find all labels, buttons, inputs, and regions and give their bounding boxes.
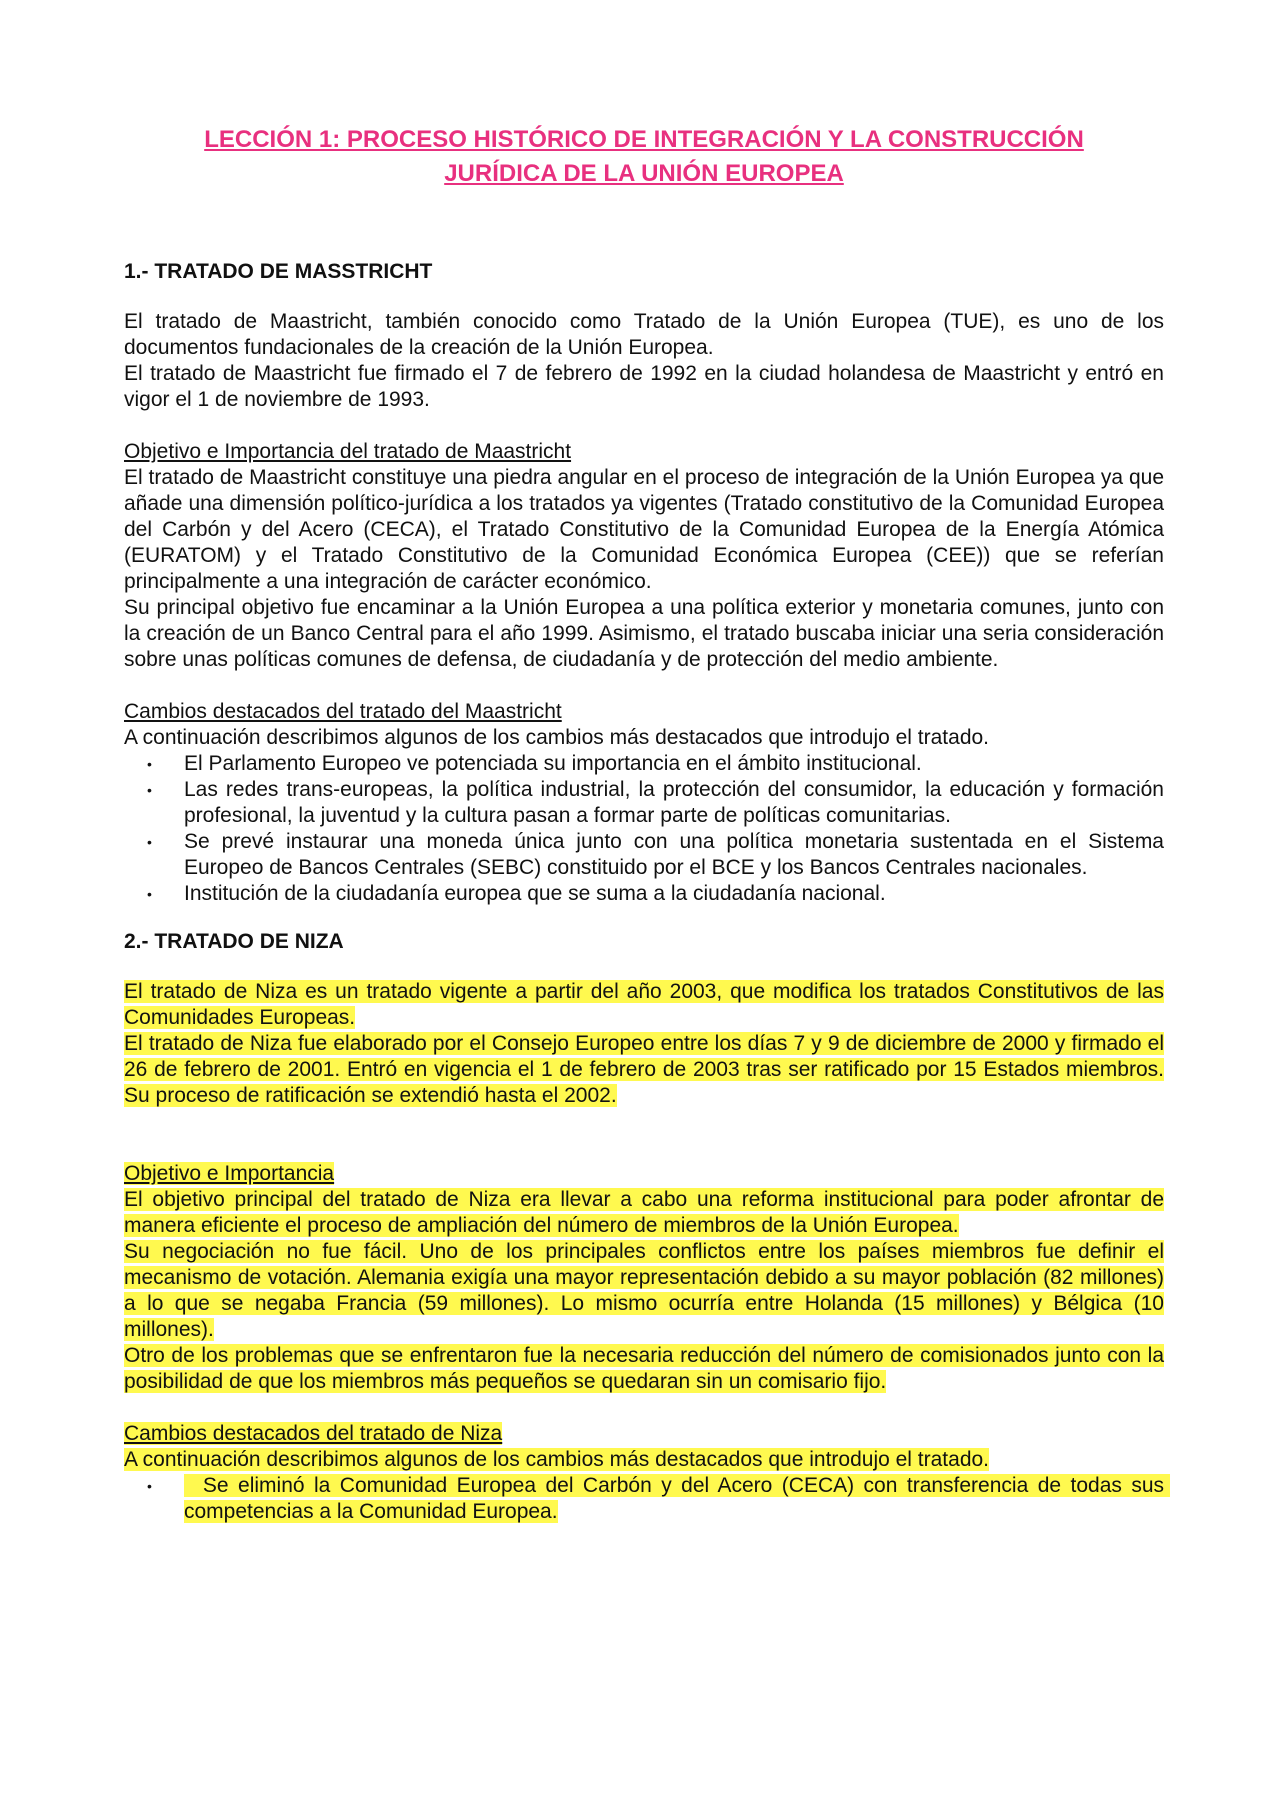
s1-paragraph-1: El tratado de Maastricht, también conocido como Tratado de la Unión Europea (TUE), es uno de los documentos fundacionales de la creación de la Unión Europea. — [124, 310, 1164, 359]
list-item: • Las redes trans-europeas, la política industrial, la protección del consumidor, la educación y formación profesional, la juventud y la cultura pasan a formar parte de políticas comunitarias. — [124, 777, 1164, 829]
s1-paragraph-2: El tratado de Maastricht fue firmado el 7 de febrero de 1992 en la ciudad holandesa de Maastricht y entró en vigor el 1 de noviembre de 1993. — [124, 362, 1164, 411]
s1-changes-intro: A continuación describimos algunos de los cambios más destacados que introdujo el tratado. — [124, 726, 990, 749]
title-line-2: JURÍDICA DE LA UNIÓN EUROPEA — [444, 160, 844, 187]
s2-paragraph-1 — [124, 979, 1164, 1031]
highlighted-text: Su negociación no fue fácil. Uno de los principales conflictos entre los países miembros fue definir el mecanismo de votación. Alemania exigía una mayor representación debido a su mayor población (82 millones) a lo que se negaba Francia (59 millones). Lo mismo ocurría entre Holanda (15 millones) y Bélgica (10 millones). — [124, 1240, 1164, 1341]
document-title — [124, 123, 1164, 191]
s2-paragraph-2 — [124, 1031, 1164, 1109]
highlighted-text: A continuación describimos algunos de los cambios más destacados que introdujo el tratado. — [124, 1448, 990, 1471]
s1-changes-list — [124, 751, 1164, 907]
s1-objective-heading: Objetivo e Importancia del tratado de Maastricht — [124, 440, 572, 463]
s2-objective-paragraph-3 — [124, 1343, 1164, 1395]
highlighted-text: Se eliminó la Comunidad Europea del Carbón y del Acero (CECA) con transferencia de todas sus competencias a la Comunidad Europea. — [184, 1474, 1170, 1523]
highlighted-text: El tratado de Niza es un tratado vigente a partir del año 2003, que modifica los tratados Constitutivos de las Comunidades Europeas. — [124, 980, 1164, 1029]
highlighted-text: Otro de los problemas que se enfrentaron fue la necesaria reducción del número de comisionados junto con la posibilidad de que los miembros más pequeños se quedaran sin un comisario fijo. — [124, 1344, 1164, 1393]
s2-objective-heading — [124, 1161, 1164, 1187]
highlighted-text: El tratado de Niza fue elaborado por el Consejo Europeo entre los días 7 y 9 de diciembre de 2000 y firmado el 26 de febrero de 2001. Entró en vigencia el 1 de febrero de 2003 tras ser ratificado por 15 Estados miembros. Su proceso de ratificación se extendió hasta el 2002. — [124, 1032, 1164, 1107]
s1-changes-heading: Cambios destacados del tratado del Maastricht — [124, 700, 562, 723]
s2-objective-paragraph-1 — [124, 1187, 1164, 1239]
s2-changes-intro — [124, 1447, 1164, 1473]
list-item — [124, 1473, 1170, 1525]
s1-objective-paragraph-2: Su principal objetivo fue encaminar a la Unión Europea a una política exterior y monetaria comunes, junto con la creación de un Banco Central para el año 1999. Asimismo, el tratado buscaba iniciar una seria consideración sobre unas políticas comunes de defensa, de ciudadanía y de protección del medio ambiente. — [124, 596, 1164, 671]
title-line-1: LECCIÓN 1: PROCESO HISTÓRICO DE INTEGRACIÓN Y LA CONSTRUCCIÓN — [204, 126, 1084, 153]
section-2-heading: 2.- TRATADO DE NIZA — [124, 930, 344, 953]
list-item: • Institución de la ciudadanía europea que se suma a la ciudadanía nacional. — [124, 881, 1164, 907]
highlighted-text: Objetivo e Importancia — [124, 1162, 335, 1185]
s2-changes-heading — [124, 1421, 1164, 1447]
section-1-heading: 1.- TRATADO DE MASSTRICHT — [124, 260, 433, 283]
list-item: • El Parlamento Europeo ve potenciada su importancia en el ámbito institucional. — [124, 751, 1164, 777]
s2-changes-list — [124, 1473, 1170, 1525]
list-item: • Se prevé instaurar una moneda única junto con una política monetaria sustentada en el Sistema Europeo de Bancos Centrales (SEBC) constituido por el BCE y los Bancos Centrales nacionales. — [124, 829, 1164, 881]
s2-objective-paragraph-2 — [124, 1239, 1164, 1343]
s1-objective-paragraph-1: El tratado de Maastricht constituye una piedra angular en el proceso de integración de la Unión Europea ya que añade una dimensión político-jurídica a los tratados ya vigentes (Tratado constitutivo de la Comunidad Europea del Carbón y del Acero (CECA), el Tratado Constitutivo de la Comunidad Europea de la Energía Atómica (EURATOM) y el Tratado Constitutivo de la Comunidad Económica Europea (CEE)) que se referían principalmente a una integración de carácter económico. — [124, 466, 1164, 593]
highlighted-text: El objetivo principal del tratado de Niza era llevar a cabo una reforma institucional para poder afrontar de manera eficiente el proceso de ampliación del número de miembros de la Unión Europea. — [124, 1188, 1164, 1237]
highlighted-text: Cambios destacados del tratado de Niza — [124, 1422, 503, 1445]
